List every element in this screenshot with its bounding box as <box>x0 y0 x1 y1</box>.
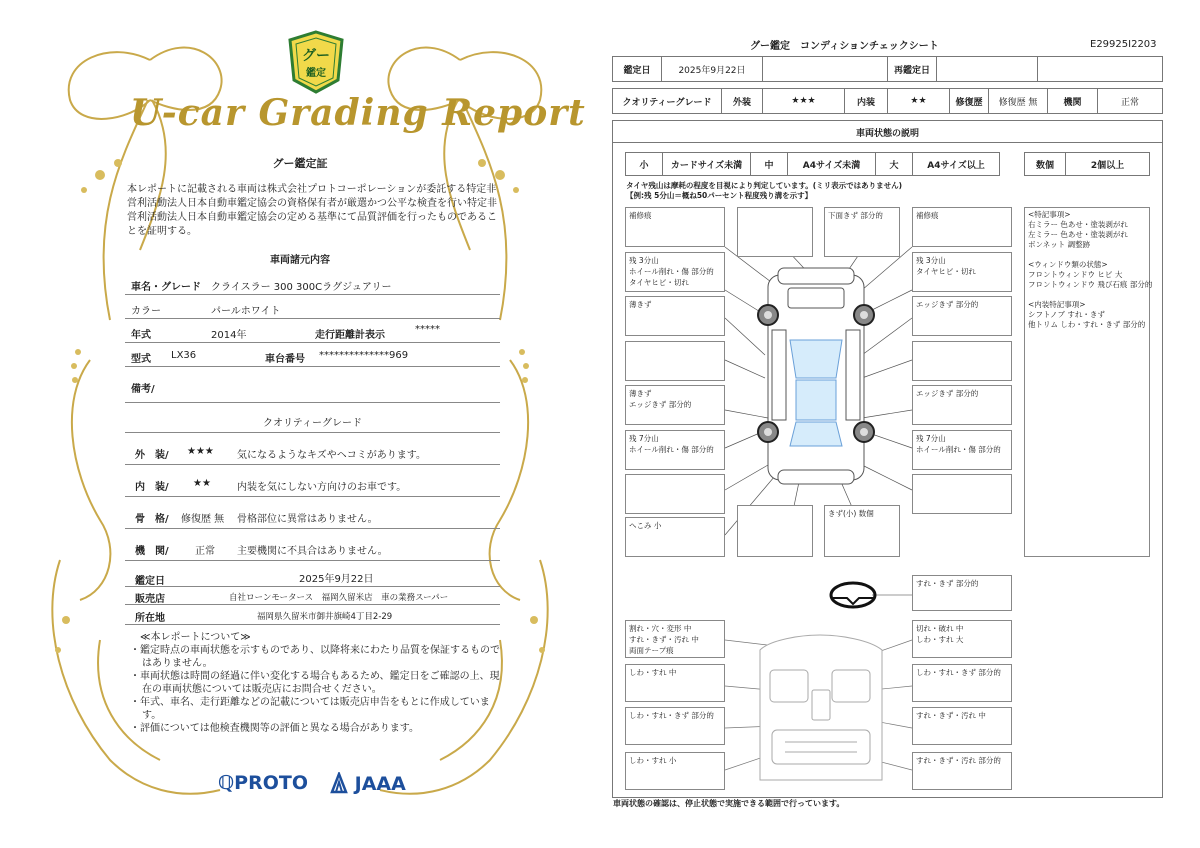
damage-text: 割れ・穴・変形 中 <box>629 624 692 633</box>
dealer-value: 自社ローンモータース 福岡久留米店 車の業務スーパー <box>229 593 449 603</box>
badge-bottom-text: 鑑定 <box>306 68 326 79</box>
quality-engine-label: 機 関/ <box>135 546 169 557</box>
reappraisal-label-cell: 再鑑定日 <box>887 56 937 82</box>
size-large-desc-cell: A4サイズ以上 <box>912 152 1000 176</box>
spec-name-value: クライスラー 300 300Cラグジュアリー <box>211 282 392 293</box>
report-title: U-car Grading Report <box>130 92 586 134</box>
damage-text: エッジきず 部分的 <box>916 389 979 398</box>
damage-text: ホイール削れ・傷 部分的 <box>629 267 714 276</box>
appraisal-date-value: 2025年9月22日 <box>299 574 374 585</box>
quality-engine-grade: 正常 <box>195 546 215 557</box>
quality-title: クオリティーグレード <box>263 418 362 429</box>
special-note-line: 左ミラー 色あせ・塗装剥がれ <box>1028 230 1128 239</box>
goo-appraisal-badge <box>288 30 344 94</box>
damage-text: エッジきず 部分的 <box>916 300 979 309</box>
note-item: ・鑑定時点の車両状態を示すものであり、以降将来にわたり品質を保証するものではありません。 <box>130 645 500 669</box>
notes-title: ≪本レポートについて≫ <box>140 632 251 643</box>
damage-text: しわ・すれ・きず 部分的 <box>916 668 1001 677</box>
interior-box-left-4 <box>625 752 725 790</box>
damage-text: 薄きず <box>629 389 652 398</box>
interior-grade-cell: ★★ <box>887 88 950 114</box>
sheet-title: グー鑑定 コンディションチェックシート <box>750 41 939 52</box>
quality-exterior-label: 外 装/ <box>135 450 169 461</box>
spec-section-title: 車両諸元内容 <box>270 255 330 266</box>
location-value: 福岡県久留米市御井旗崎4丁目2-29 <box>257 612 393 622</box>
certificate-title: グー鑑定証 <box>272 157 328 170</box>
jaaa-logo-mark <box>330 772 348 794</box>
size-small-cell: 小 <box>625 152 663 176</box>
tire-note-2: 【例:残 5分山＝概ね50パーセント程度残り溝を示す】 <box>626 191 813 200</box>
damage-text: すれ・きず 部分的 <box>916 579 979 588</box>
interior-box-left-3 <box>625 707 725 745</box>
condition-check-sheet <box>600 0 1200 848</box>
spec-model-value: LX36 <box>171 350 197 361</box>
size-large-cell: 大 <box>875 152 913 176</box>
size-medium-desc-cell: A4サイズ未満 <box>787 152 876 176</box>
spec-color-value: パールホワイト <box>211 306 281 317</box>
proto-logo-mark: ℚ <box>218 772 235 794</box>
damage-text: 残 7分山 <box>916 434 946 443</box>
quality-row-exterior <box>125 432 500 465</box>
damage-text: すれ・きず・汚れ 中 <box>629 635 699 644</box>
special-note-line: フロントウィンドウ 飛び石痕 部分的 <box>1028 280 1153 289</box>
dealer-label: 販売店 <box>135 594 165 605</box>
damage-text: しわ・すれ・きず 部分的 <box>629 711 714 720</box>
quality-row-frame <box>125 496 500 529</box>
interior-box-right-1 <box>912 620 1012 658</box>
sheet-id: E29925I2203 <box>1090 39 1157 50</box>
interior-box-right-4 <box>912 752 1012 790</box>
repair-value-cell: 修復歴 無 <box>988 88 1048 114</box>
count-desc-cell: 2個以上 <box>1065 152 1150 176</box>
proto-logo-text: PROTO <box>234 772 308 794</box>
spec-color-label: カラー <box>131 306 161 317</box>
special-note-line: 他トリム しわ・すれ・きず 部分的 <box>1028 320 1146 329</box>
quality-row-interior <box>125 464 500 497</box>
quality-interior-grade: ★★ <box>193 478 211 489</box>
damage-text: しわ・すれ 小 <box>629 756 677 765</box>
spec-year-label: 年式 <box>131 330 151 341</box>
damage-text: しわ・すれ 大 <box>916 635 964 644</box>
spec-mileage-label: 走行距離計表示 <box>315 330 385 341</box>
report-notes <box>130 631 500 735</box>
location-row <box>125 604 500 625</box>
damage-text: 薄きず <box>629 300 652 309</box>
engine-value-cell: 正常 <box>1097 88 1163 114</box>
damage-text: 残 3分山 <box>629 256 659 265</box>
spec-row-color <box>125 294 500 319</box>
spec-mileage-value: ***** <box>415 324 440 335</box>
engine-label-cell: 機関 <box>1047 88 1098 114</box>
appraisal-date-row <box>125 560 500 587</box>
footer-note: 車両状態の確認は、停止状態で実施できる範囲で行っています。 <box>613 799 845 808</box>
special-note-line: <内装特記事項> <box>1028 300 1086 309</box>
damage-text: 下面きず 部分的 <box>828 211 883 220</box>
quality-interior-desc: 内装を気にしない方向けのお車です。 <box>237 482 407 493</box>
count-label-cell: 数個 <box>1024 152 1066 176</box>
exterior-grade-cell: ★★★ <box>762 88 845 114</box>
jaaa-logo <box>330 772 406 795</box>
spec-row-year <box>125 318 500 343</box>
damage-text: きず(小) 数個 <box>828 509 874 518</box>
spec-chassis-label: 車台番号 <box>265 354 305 365</box>
size-medium-cell: 中 <box>750 152 788 176</box>
note-item: ・評価については他検査機関等の評価と異なる場合があります。 <box>130 723 419 734</box>
quality-row-engine <box>125 528 500 561</box>
quality-frame-desc: 骨格部位に異常はありません。 <box>237 514 378 525</box>
spec-row-name <box>125 270 500 295</box>
special-note-line: フロントウィンドウ ヒビ 大 <box>1028 270 1123 279</box>
note-item: ・車両状態は時間の経過に伴い変化する場合もあるため、鑑定日をご確認の上、現在の車両状態については販売店にお問合せください。 <box>130 671 500 695</box>
damage-text: タイヤヒビ・切れ <box>629 278 689 287</box>
condition-title: 車両状態の説明 <box>855 129 919 139</box>
spec-model-label: 型式 <box>131 354 151 365</box>
special-note-line: <特記事項> <box>1028 210 1071 219</box>
appraisal-date-value-cell: 2025年9月22日 <box>661 56 763 82</box>
spec-row-model <box>125 342 500 367</box>
steering-wheel-icon <box>831 583 875 607</box>
damage-text: タイヤヒビ・切れ <box>916 267 976 276</box>
special-note-line: <ウィンドウ類の状態> <box>1028 260 1108 269</box>
spec-chassis-value: **************969 <box>319 350 409 361</box>
interior-box-right-2 <box>912 664 1012 702</box>
quality-frame-label: 骨 格/ <box>135 514 169 525</box>
interior-box-right-3 <box>912 707 1012 745</box>
special-note-line: ボンネット 調整跡 <box>1028 240 1091 249</box>
quality-grade-label-cell: クオリティーグレード <box>612 88 722 114</box>
note-item: ・年式、車名、走行距離などの記載については販売店申告をもとに作成しています。 <box>130 697 490 721</box>
size-small-desc-cell: カードサイズ未満 <box>662 152 751 176</box>
damage-text: しわ・すれ 中 <box>629 668 677 677</box>
quality-interior-label: 内 装/ <box>135 482 169 493</box>
appraisal-date-label: 鑑定日 <box>135 576 165 587</box>
spec-row-remarks <box>125 366 500 403</box>
damage-text: へこみ 小 <box>629 521 662 530</box>
damage-text: 切れ・破れ 中 <box>916 624 964 633</box>
quality-frame-grade: 修復歴 無 <box>181 514 225 525</box>
dealer-row <box>125 586 500 605</box>
spec-remarks-label: 備考/ <box>131 384 155 395</box>
proto-logo <box>218 772 308 794</box>
jaaa-logo-text: JAAA <box>354 773 406 795</box>
damage-text: ホイール削れ・傷 部分的 <box>629 445 714 454</box>
repair-label-cell: 修復歴 <box>949 88 989 114</box>
damage-text: ホイール削れ・傷 部分的 <box>916 445 1001 454</box>
interior-label-cell: 内装 <box>844 88 888 114</box>
special-note-line: シフトノブ すれ・きず <box>1028 310 1105 319</box>
damage-text: 残 7分山 <box>629 434 659 443</box>
special-note-line: 右ミラー 色あせ・塗装剥がれ <box>1028 220 1128 229</box>
damage-text: 両面テープ痕 <box>629 646 674 655</box>
quality-engine-desc: 主要機関に不具合はありません。 <box>237 546 388 557</box>
quality-title-row <box>125 402 500 433</box>
damage-text: 残 3分山 <box>916 256 946 265</box>
badge-top-text: グー <box>302 48 330 64</box>
spec-name-label: 車名・グレード <box>131 282 201 293</box>
damage-text: すれ・きず・汚れ 部分的 <box>916 756 1001 765</box>
location-label: 所在地 <box>135 613 165 624</box>
quality-exterior-desc: 気になるようなキズやヘコミがあります。 <box>237 450 426 461</box>
interior-box-left-1 <box>625 620 725 658</box>
interior-box-left-2 <box>625 664 725 702</box>
spec-year-value: 2014年 <box>211 330 247 341</box>
quality-exterior-grade: ★★★ <box>187 446 214 457</box>
damage-text: 補修痕 <box>916 211 939 220</box>
exterior-label-cell: 外装 <box>721 88 763 114</box>
damage-text: すれ・きず・汚れ 中 <box>916 711 986 720</box>
damage-text: 補修痕 <box>629 211 652 220</box>
damage-text: エッジきず 部分的 <box>629 400 692 409</box>
certificate-text: 本レポートに記載される車両は株式会社プロトコーポレーションが委託する特定非営利活動法人日本自動車鑑定協会の資格保有者が厳選かつ公平な検査を行い特定非営利活動法人日本自動車鑑定協会の定める基準にて品質評価を行ったものであることを証明する。 <box>127 184 497 237</box>
appraisal-date-label-cell: 鑑定日 <box>612 56 662 82</box>
tire-note-1: タイヤ残山は摩耗の程度を目視により判定しています。(ミリ表示ではありません) <box>626 181 903 190</box>
interior-box-steering <box>912 575 1012 611</box>
